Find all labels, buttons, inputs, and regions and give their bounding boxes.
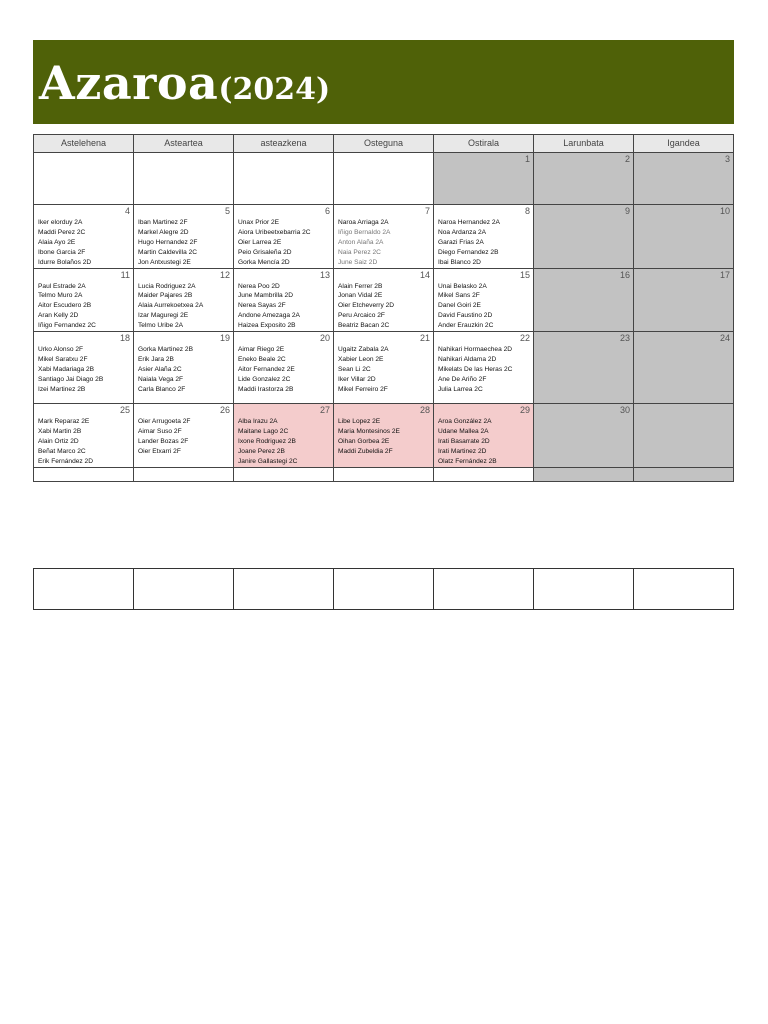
day-number xyxy=(234,468,333,480)
student-name: Izei Martinez 2B xyxy=(38,385,86,393)
day-number: 12 xyxy=(219,269,230,280)
day-number: 8 xyxy=(524,206,530,216)
day-number xyxy=(634,404,733,416)
month-banner xyxy=(33,40,734,124)
student-name: Beatriz Bacan 2C xyxy=(338,322,390,330)
day-number: 1 xyxy=(524,154,530,164)
calendar-body xyxy=(34,153,734,482)
day-cell[interactable] xyxy=(34,268,134,332)
student-name: Alain Ortiz 2D xyxy=(38,437,79,445)
student-name: Aroa González 2A xyxy=(438,418,492,426)
day-cell[interactable] xyxy=(534,467,634,481)
day-cell[interactable] xyxy=(334,153,434,205)
month-name: Azaroa xyxy=(39,56,219,110)
day-cell[interactable] xyxy=(134,332,234,404)
student-name: Santiago Jai Diago 2B xyxy=(38,375,104,383)
day-number: 2 xyxy=(624,154,630,164)
student-list xyxy=(134,344,233,395)
day-number xyxy=(234,153,333,165)
weekday-header: Larunbata xyxy=(534,135,634,153)
student-name: Alain Ferrer 2B xyxy=(338,282,383,290)
footer-cell[interactable] xyxy=(634,569,734,610)
day-number xyxy=(134,153,233,165)
student-name: Iñigo Bernaldo 2A xyxy=(338,228,391,236)
day-number: 29 xyxy=(519,405,530,416)
footer-cell[interactable] xyxy=(334,569,434,610)
student-list xyxy=(334,217,433,268)
student-name: Alaia Aurrekoetxea 2A xyxy=(138,302,204,310)
student-list xyxy=(134,281,233,332)
day-cell[interactable] xyxy=(434,404,534,468)
day-number: 13 xyxy=(319,269,330,280)
calendar-title xyxy=(39,56,330,110)
day-cell[interactable] xyxy=(334,268,434,332)
weekday-header: Asteartea xyxy=(134,135,234,153)
student-name: Nerea Poo 2D xyxy=(238,282,280,290)
student-name: Danel Goiri 2E xyxy=(438,302,481,310)
weekday-header: Igandea xyxy=(634,135,734,153)
day-cell[interactable] xyxy=(534,404,634,468)
day-number: 25 xyxy=(119,405,130,416)
student-name: Paul Estrade 2A xyxy=(38,282,86,290)
day-cell[interactable] xyxy=(134,467,234,481)
student-name: Gorka Mencía 2D xyxy=(238,258,290,266)
student-name: Mark Reparaz 2E xyxy=(38,418,90,426)
day-cell[interactable] xyxy=(34,467,134,481)
footer-row xyxy=(34,569,734,610)
student-list xyxy=(234,344,333,395)
day-number: 7 xyxy=(424,206,430,216)
student-name: Beñat Marco 2C xyxy=(38,447,86,455)
day-cell[interactable] xyxy=(234,404,334,468)
student-name: Maider Pajares 2B xyxy=(138,292,193,300)
student-name: Peru Arcaico 2F xyxy=(338,312,385,320)
student-name: Andone Amezaga 2A xyxy=(238,312,300,320)
day-number: 17 xyxy=(719,269,730,280)
day-number: 23 xyxy=(619,333,630,344)
student-name: Unax Prior 2E xyxy=(238,219,280,226)
calendar-grid xyxy=(33,134,734,482)
student-list xyxy=(434,344,533,395)
day-number xyxy=(634,468,733,480)
weekday-header: Osteguna xyxy=(334,135,434,153)
student-name: Iñigo Fernandez 2C xyxy=(38,322,96,330)
day-cell[interactable] xyxy=(34,332,134,404)
student-name: Telmo Uribe 2A xyxy=(138,322,184,330)
day-cell[interactable] xyxy=(534,268,634,332)
day-cell[interactable] xyxy=(334,205,434,269)
student-name: Mikelats De las Heras 2C xyxy=(438,365,513,373)
student-name: Erik Fernández 2D xyxy=(38,457,93,465)
student-name: Carla Blanco 2F xyxy=(138,385,186,393)
day-cell[interactable] xyxy=(634,268,734,332)
student-name: Telmo Muro 2A xyxy=(38,292,83,300)
student-list xyxy=(134,416,233,457)
student-list xyxy=(134,217,233,268)
student-name: Oier Etcheverry 2D xyxy=(338,302,395,310)
student-name: Nerea Sayas 2F xyxy=(238,302,286,310)
student-name: Unai Belasko 2A xyxy=(438,282,487,290)
student-name: Diego Fernandez 2B xyxy=(438,248,499,256)
day-cell[interactable] xyxy=(634,467,734,481)
student-name: Asier Alaña 2C xyxy=(138,365,182,373)
student-name: Naiala Vega 2F xyxy=(138,375,184,383)
student-name: Nahikari Hormaechea 2D xyxy=(438,346,513,354)
day-cell[interactable] xyxy=(634,153,734,205)
day-number: 6 xyxy=(324,206,330,216)
day-cell[interactable] xyxy=(34,404,134,468)
week-row xyxy=(34,153,734,205)
student-list xyxy=(334,344,433,395)
day-cell[interactable] xyxy=(134,205,234,269)
student-name: Anton Alaña 2A xyxy=(338,238,384,246)
student-name: Oier Larrea 2E xyxy=(238,238,282,246)
student-name: Naroa Hernandez 2A xyxy=(438,219,500,226)
student-name: Jon Antxustegi 2E xyxy=(138,258,191,266)
day-cell[interactable] xyxy=(234,467,334,481)
day-number: 21 xyxy=(419,333,430,344)
day-number: 4 xyxy=(124,206,130,216)
student-name: Aitor Escudero 2B xyxy=(38,302,92,310)
day-number: 24 xyxy=(719,333,730,344)
day-cell[interactable] xyxy=(634,404,734,468)
day-cell[interactable] xyxy=(434,467,534,481)
student-name: Joane Perez 2B xyxy=(238,447,285,455)
student-name: Libe Lopez 2E xyxy=(338,418,381,426)
day-cell[interactable] xyxy=(234,332,334,404)
day-cell[interactable] xyxy=(434,205,534,269)
student-name: Aimar Suso 2F xyxy=(138,427,182,435)
student-name: Udane Mallea 2A xyxy=(438,427,489,435)
student-list xyxy=(234,416,333,467)
day-cell[interactable] xyxy=(234,205,334,269)
student-name: Ixone Rodriguez 2B xyxy=(238,437,296,445)
student-name: Olatz Fernández 2B xyxy=(438,457,497,465)
student-list xyxy=(34,416,133,467)
day-number xyxy=(534,468,633,480)
day-cell[interactable] xyxy=(34,205,134,269)
day-cell[interactable] xyxy=(434,332,534,404)
student-name: Lander Bozas 2F xyxy=(138,437,189,445)
day-number: 18 xyxy=(119,333,130,344)
day-number: 15 xyxy=(519,269,530,280)
student-name: David Faustino 2D xyxy=(438,312,493,320)
student-name: Markel Alegre 2D xyxy=(138,228,189,236)
student-name: Maddi Perez 2C xyxy=(38,228,86,236)
student-name: Naia Perez 2C xyxy=(338,248,381,256)
student-name: Peio Grisaleña 2D xyxy=(238,248,292,256)
day-number: 14 xyxy=(419,269,430,280)
student-name: Erik Jara 2B xyxy=(138,355,174,363)
footer-cell[interactable] xyxy=(234,569,334,610)
day-cell[interactable] xyxy=(234,153,334,205)
student-list xyxy=(234,281,333,332)
day-number: 5 xyxy=(224,206,230,216)
day-cell[interactable] xyxy=(234,268,334,332)
student-list xyxy=(434,281,533,332)
student-name: Oier Etxarri 2F xyxy=(138,447,181,455)
day-number: 20 xyxy=(319,333,330,344)
student-name: Eneko Beale 2C xyxy=(238,355,286,363)
student-list xyxy=(34,217,133,268)
day-number xyxy=(334,153,433,165)
day-number: 10 xyxy=(719,206,730,216)
student-name: Mikel Saratxu 2F xyxy=(38,355,88,363)
student-name: Lucia Rodriguez 2A xyxy=(138,282,196,290)
student-name: Mikel Sans 2F xyxy=(438,292,480,300)
day-cell[interactable] xyxy=(134,268,234,332)
day-number: 3 xyxy=(724,154,730,164)
student-name: Iker Villar 2D xyxy=(338,375,376,383)
student-name: Maddi Zubeldia 2F xyxy=(338,447,393,455)
footer-cell[interactable] xyxy=(34,569,134,610)
student-name: Aimar Riego 2E xyxy=(238,346,285,354)
weekday-header-row xyxy=(34,135,734,153)
student-name: Janire Gallastegi 2C xyxy=(238,457,298,465)
weekday-header: Ostirala xyxy=(434,135,534,153)
student-name: Lide Gonzalez 2C xyxy=(238,375,291,383)
student-name: Gorka Martinez 2B xyxy=(138,346,193,354)
day-cell[interactable] xyxy=(634,332,734,404)
student-name: Xabier Leon 2E xyxy=(338,355,384,363)
day-cell[interactable] xyxy=(534,332,634,404)
student-name: Julia Larrea 2C xyxy=(438,385,483,393)
student-name: Iban Martinez 2F xyxy=(138,219,188,226)
weekday-header: Astelehena xyxy=(34,135,134,153)
day-cell[interactable] xyxy=(534,153,634,205)
day-number: 11 xyxy=(120,269,130,280)
day-cell[interactable] xyxy=(334,332,434,404)
student-list xyxy=(34,344,133,395)
day-cell[interactable] xyxy=(34,153,134,205)
student-name: June Saiz 2D xyxy=(338,258,378,266)
student-name: Oier Arrugoeta 2F xyxy=(138,418,191,426)
day-number: 16 xyxy=(619,269,630,280)
day-number: 26 xyxy=(219,405,230,416)
day-number: 19 xyxy=(219,333,230,344)
student-name: June Mambrilla 2D xyxy=(238,292,293,300)
day-cell[interactable] xyxy=(334,404,434,468)
day-cell[interactable] xyxy=(134,404,234,468)
day-number: 22 xyxy=(519,333,530,344)
day-number xyxy=(434,468,533,480)
day-number xyxy=(34,468,133,480)
day-number xyxy=(334,468,433,480)
student-name: Xabi Martin 2B xyxy=(38,427,82,435)
student-name: Urko Alonso 2F xyxy=(38,346,84,354)
student-name: Izar Maguregi 2E xyxy=(138,312,189,320)
footer-grid xyxy=(33,568,734,610)
year-label: (2024) xyxy=(218,72,331,107)
student-name: Ibone Garcia 2F xyxy=(38,248,86,256)
day-cell[interactable] xyxy=(434,153,534,205)
student-name: Idurre Bolaños 2D xyxy=(38,258,92,266)
day-cell[interactable] xyxy=(534,205,634,269)
day-number: 27 xyxy=(319,405,330,416)
student-name: Haizea Exposito 2B xyxy=(238,322,296,330)
week-row xyxy=(34,268,734,332)
footer-cell[interactable] xyxy=(434,569,534,610)
week-row xyxy=(34,404,734,468)
student-name: Aitor Fernandez 2E xyxy=(238,365,295,373)
student-name: Alaia Ayo 2E xyxy=(38,238,76,246)
student-name: Irati Martinez 2D xyxy=(438,447,487,455)
student-name: Maria Montesinos 2E xyxy=(338,427,400,435)
day-number xyxy=(134,468,233,480)
student-name: Ane De Ariño 2F xyxy=(438,375,487,383)
student-name: Garazi Frias 2A xyxy=(438,238,484,246)
student-name: Irati Basarrate 2D xyxy=(438,437,490,445)
student-name: Sean Li 2C xyxy=(338,365,371,373)
student-name: Ugaitz Zabala 2A xyxy=(338,346,389,354)
student-name: Maddi Irastorza 2B xyxy=(238,385,294,393)
student-name: Nahikari Aldama 2D xyxy=(438,355,497,363)
day-cell[interactable] xyxy=(634,205,734,269)
student-name: Iker elorduy 2A xyxy=(38,219,83,226)
student-name: Xabi Madariaga 2B xyxy=(38,365,95,373)
student-name: Ibai Blanco 2D xyxy=(438,258,481,266)
student-name: Naroa Arriaga 2A xyxy=(338,219,389,226)
footer-cell[interactable] xyxy=(534,569,634,610)
student-list xyxy=(434,416,533,467)
student-list xyxy=(334,281,433,332)
day-number: 28 xyxy=(419,405,430,416)
week-row xyxy=(34,332,734,404)
student-name: Mikel Ferreiro 2F xyxy=(338,385,388,393)
day-number: 30 xyxy=(619,405,630,416)
week-row xyxy=(34,205,734,269)
student-name: Martin Caldevilla 2C xyxy=(138,248,197,256)
day-number: 9 xyxy=(624,206,630,216)
student-name: Jonan Vidal 2E xyxy=(338,292,383,300)
student-name: Noa Ardanza 2A xyxy=(438,228,487,236)
student-name: Aran Kelly 2D xyxy=(38,312,79,320)
student-name: Maitane Lago 2C xyxy=(238,427,289,435)
student-list xyxy=(234,217,333,268)
day-cell[interactable] xyxy=(434,268,534,332)
day-cell[interactable] xyxy=(334,467,434,481)
student-list xyxy=(434,217,533,268)
weekday-header: asteazkena xyxy=(234,135,334,153)
student-name: Aiora Uribeetxebarria 2C xyxy=(238,228,311,236)
student-list xyxy=(34,281,133,332)
student-name: Ander Erauzkin 2C xyxy=(438,322,494,330)
day-cell[interactable] xyxy=(134,153,234,205)
student-name: Oihan Gorbea 2E xyxy=(338,437,390,445)
week-row xyxy=(34,467,734,481)
student-name: Hugo Hernandez 2F xyxy=(138,238,198,246)
student-list xyxy=(334,416,433,457)
student-name: Alba Irazu 2A xyxy=(238,418,278,426)
footer-cell[interactable] xyxy=(134,569,234,610)
day-number xyxy=(34,153,133,165)
